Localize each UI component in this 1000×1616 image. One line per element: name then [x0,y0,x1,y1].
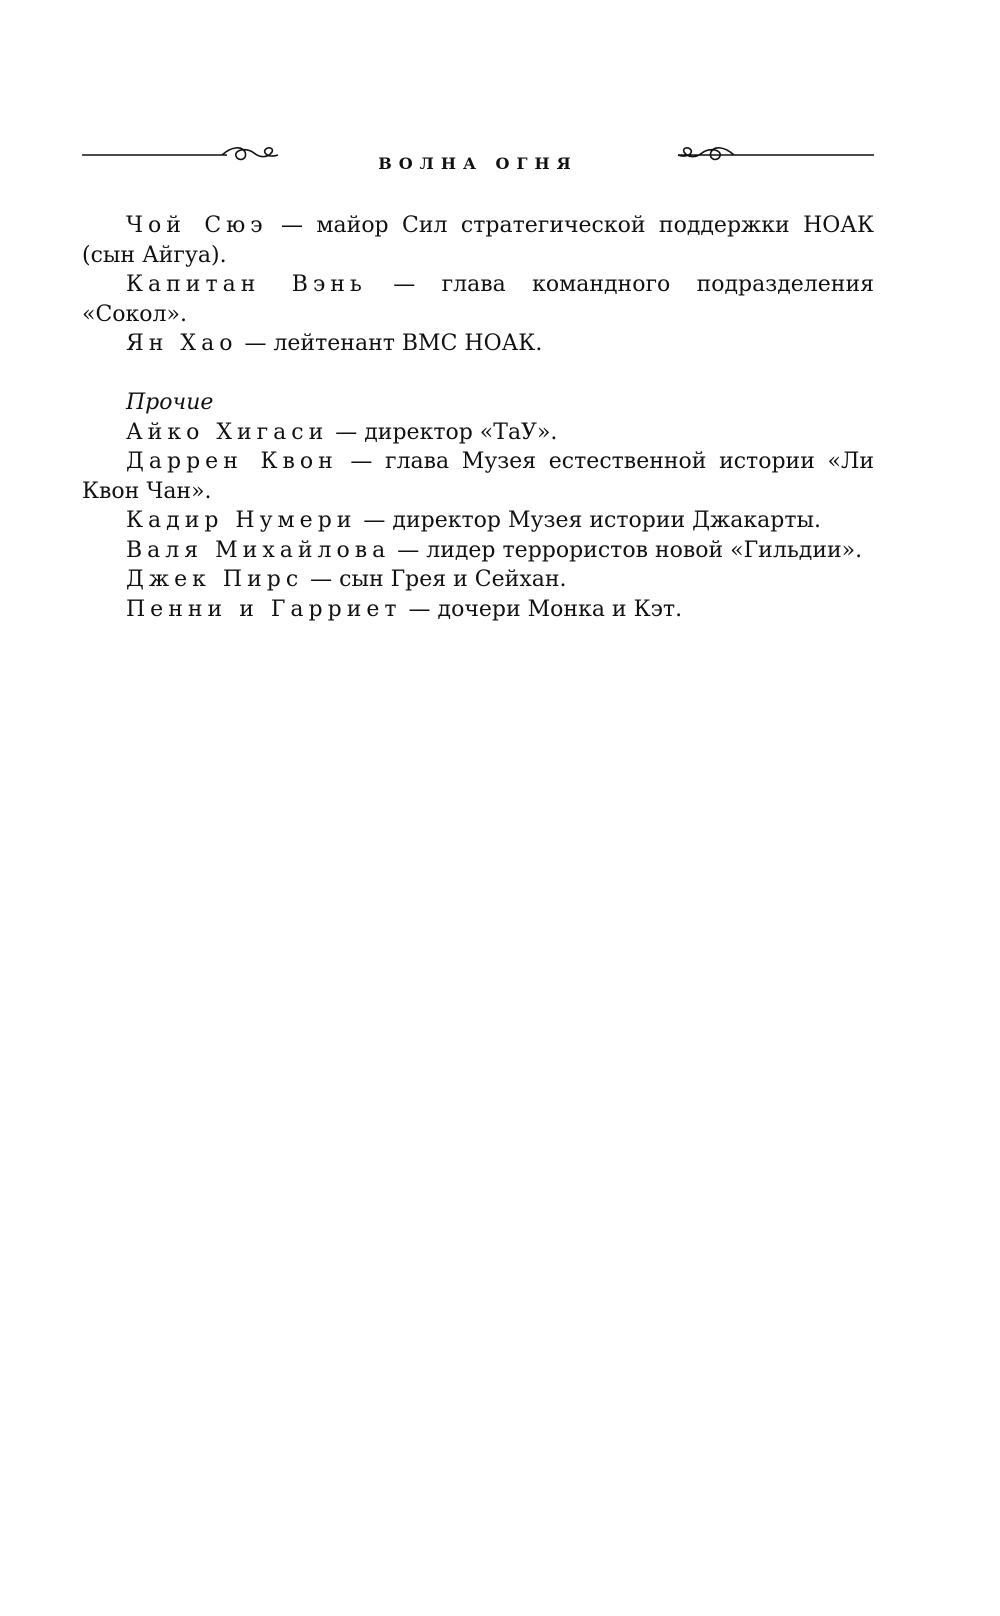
running-header [82,138,874,190]
list-item [82,447,874,506]
character-description: — директор «ТаУ». [328,419,558,445]
list-item [82,211,874,270]
character-name: Валя Михайлова [126,537,391,563]
character-description: — майор Сил стратегической поддержки НОАК (сын Айгуа). [82,213,874,268]
character-name: Кадир Нумери [126,508,357,533]
character-name: Даррен Квон [126,449,338,474]
section-spacer [82,359,874,389]
list-item [82,329,874,359]
character-description: — лейтенант ВМС НОАК. [237,331,543,356]
character-list [82,211,874,624]
character-name: Пенни и Гарриет [126,596,402,622]
character-name: Джек Пирс [126,567,304,592]
list-item [82,418,874,448]
character-name: Ян Хао [126,331,238,356]
section-heading: Прочие [126,390,214,415]
character-description: — глава Музея естественной истории «Ли Квон Чан». [82,449,874,504]
character-description: — директор Музея истории Джакарты. [356,508,822,533]
character-name: Чой Сюэ [126,213,268,238]
list-item [82,565,874,595]
character-name: Айко Хигаси [126,419,329,445]
list-item [82,595,874,625]
list-item [82,506,874,536]
running-title: ВОЛНА ОГНЯ [378,154,578,173]
character-description: — глава командного подразделения «Сокол». [82,272,875,327]
character-description: — лидер террористов новой «Гильдии». [390,537,863,563]
character-description: — дочери Монка и Кэт. [401,596,683,622]
list-item [82,536,874,566]
character-name: Капитан Вэнь [126,272,367,297]
character-description: — сын Грея и Сейхан. [303,567,567,592]
list-item [82,270,874,329]
